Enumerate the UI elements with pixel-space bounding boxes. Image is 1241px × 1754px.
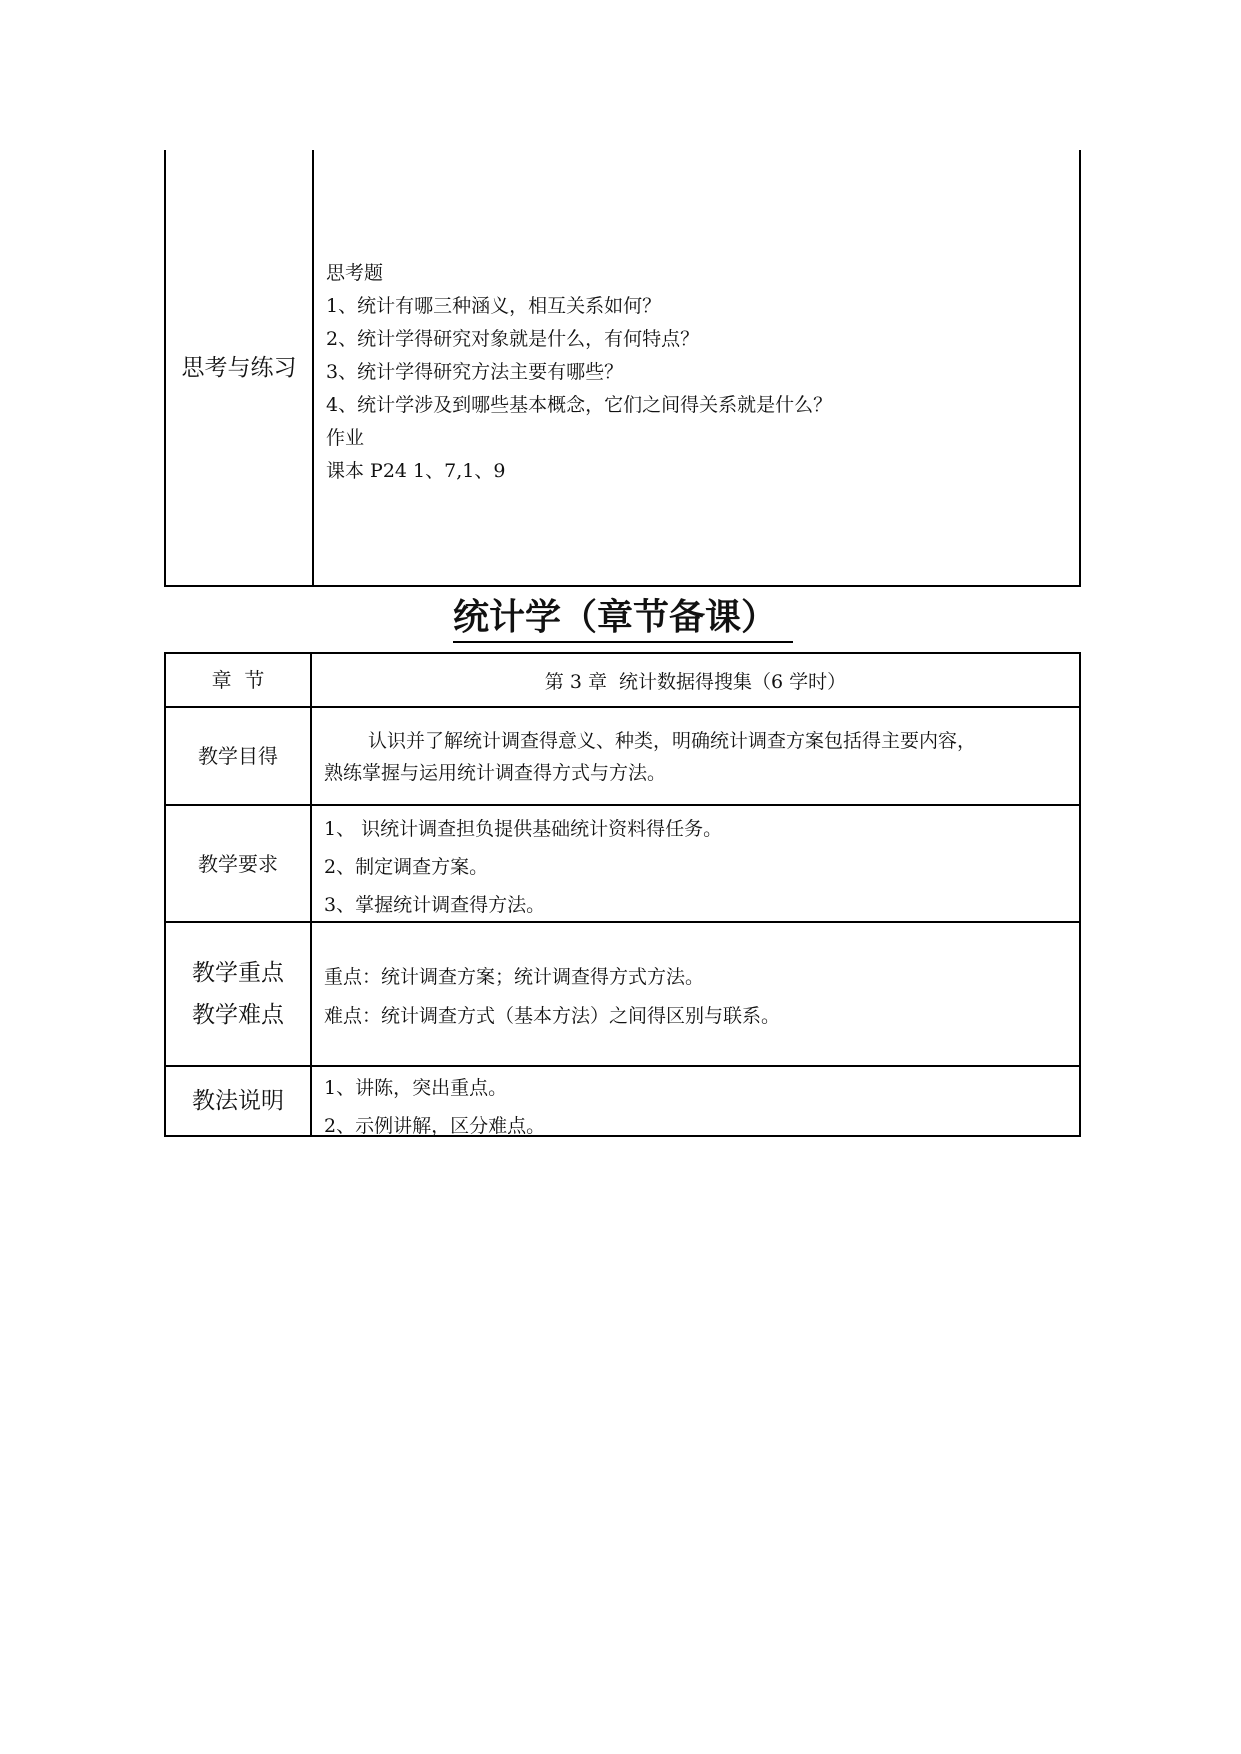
exercise-line: 3、统计学得研究方法主要有哪些？ xyxy=(326,361,624,383)
table-row-key-points xyxy=(166,921,1079,1065)
difficult-point-text: 难点：统计调查方式（基本方法）之间得区别与联系。 xyxy=(324,1005,781,1027)
exercise-table xyxy=(164,150,1081,587)
title-underline xyxy=(453,641,793,643)
exercise-line: 2、统计学得研究对象就是什么，有何特点？ xyxy=(326,328,700,350)
table-row-chapter xyxy=(166,654,1079,706)
key-points-content xyxy=(312,923,1079,1065)
requirement-item: 3、掌握统计调查得方法。 xyxy=(324,894,546,916)
requirement-item: 1、 识统计调查担负提供基础统计资料得任务。 xyxy=(324,818,723,840)
method-content xyxy=(312,1067,1079,1135)
objectives-label: 教学目得 xyxy=(166,708,312,804)
exercise-line: 课本 P24 1、7,1、9 xyxy=(326,460,506,482)
difficult-label: 教学难点 xyxy=(192,1002,284,1028)
page-title: 统计学（章节备课） xyxy=(453,597,778,638)
key-label: 教学重点 xyxy=(192,960,284,986)
objectives-line: 熟练掌握与运用统计调查得方式与方法。 xyxy=(324,762,667,784)
exercise-label: 思考与练习 xyxy=(181,354,297,381)
table-row-requirements xyxy=(166,804,1079,921)
objectives-line: 认识并了解统计调查得意义、种类，明确统计调查方案包括得主要内容， xyxy=(368,730,977,752)
key-point-text: 重点：统计调查方案；统计调查得方式方法。 xyxy=(324,966,705,988)
exercise-content xyxy=(326,257,1067,488)
objectives-content xyxy=(312,708,1079,804)
lesson-plan-table xyxy=(164,652,1081,1137)
chapter-text: 第 3 章 统计数据得搜集（6 学时） xyxy=(544,670,847,693)
table-row-objectives xyxy=(166,706,1079,804)
exercise-line: 1、统计有哪三种涵义，相互关系如何？ xyxy=(326,295,662,317)
requirements-content xyxy=(312,806,1079,921)
method-item: 2、示例讲解，区分难点。 xyxy=(324,1115,546,1137)
key-points-label xyxy=(166,923,312,1065)
exercise-line: 4、统计学涉及到哪些基本概念，它们之间得关系就是什么？ xyxy=(326,394,833,416)
requirement-item: 2、制定调查方案。 xyxy=(324,856,489,878)
exercise-line: 思考题 xyxy=(326,262,384,284)
requirements-label: 教学要求 xyxy=(166,806,312,921)
method-item: 1、讲陈，突出重点。 xyxy=(324,1077,508,1099)
chapter-label: 章 节 xyxy=(166,654,312,706)
exercise-line: 作业 xyxy=(326,427,365,449)
method-label: 教法说明 xyxy=(166,1067,312,1135)
chapter-value xyxy=(312,654,1079,706)
table-row-method xyxy=(166,1065,1079,1135)
column-divider xyxy=(312,150,314,585)
